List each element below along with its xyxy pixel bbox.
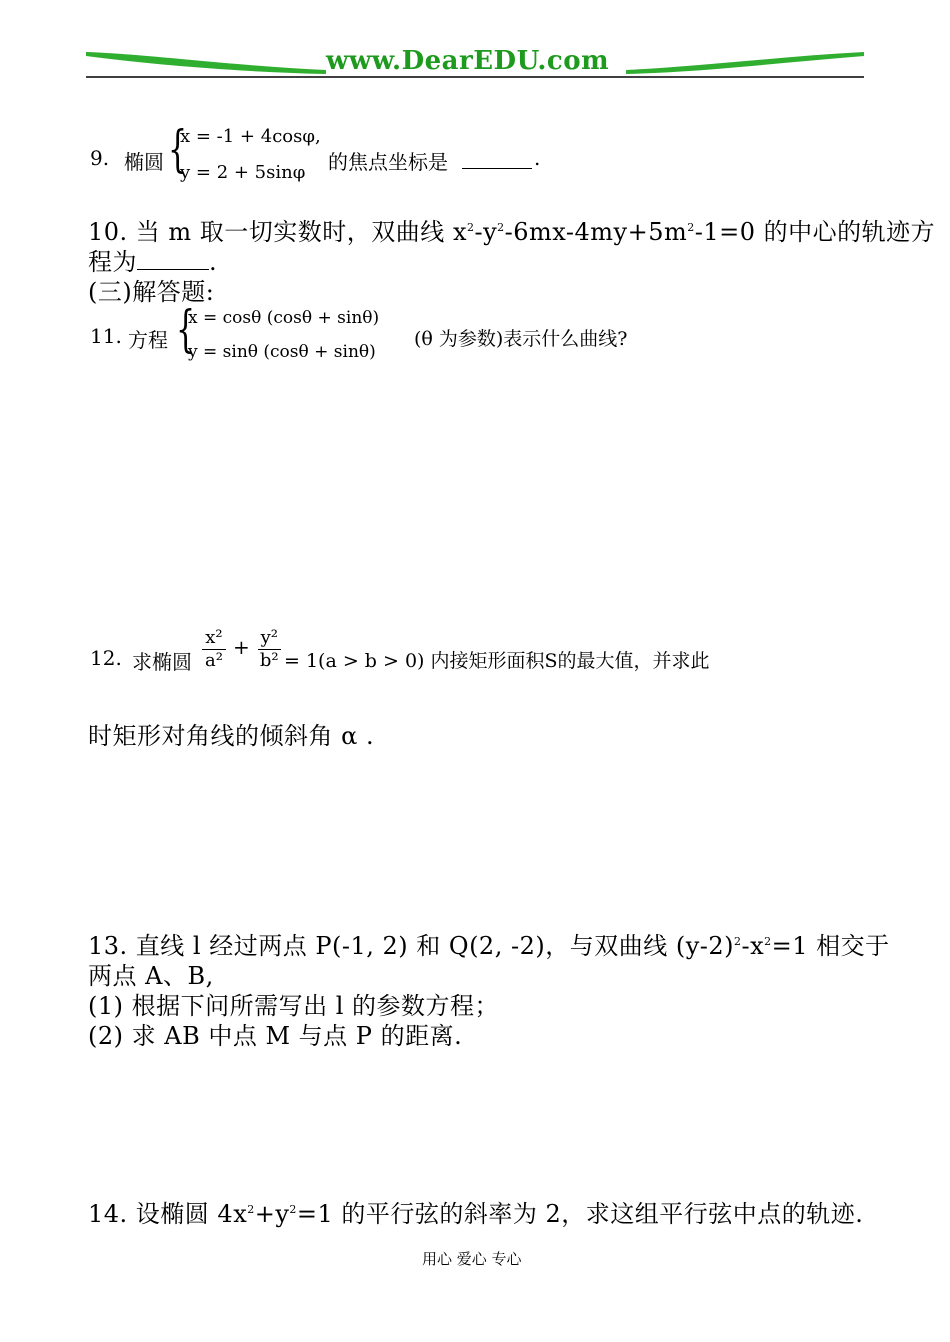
q10-line2-b: . [209,248,218,276]
q12-frac2-num: y² [258,628,281,650]
q10-line1-a: 10. 当 m 取一切实数时，双曲线 x [88,218,467,246]
q11-line2: y = sinθ (cosθ + sinθ) [188,342,376,362]
q12-frac1-den: a² [205,649,223,671]
q10-line1-c: -6mx-4my+5m [504,218,688,246]
header-banner [86,44,864,80]
q11-lead: 方程 [128,328,168,352]
q10-sup1: 2 [466,221,475,234]
question-14 [88,1194,863,1229]
q10-answer-blank[interactable] [137,249,209,270]
q9-answer-blank[interactable] [462,150,532,169]
q9-line1: x = -1 + 4cosφ, [180,126,321,147]
q14-line-a: 14. 设椭圆 4x [88,1200,248,1228]
q12-tail: = 1(a > b > 0) 内接矩形面积S的最大值，并求此 [284,650,710,672]
q9-lead: 椭圆 [124,150,164,174]
q10-sup2: 2 [497,221,505,234]
page-footer: 用心 爱心 专心 [422,1250,522,1268]
q12-lead: 求椭圆 [132,650,192,674]
q12-fraction-x [202,628,226,671]
q9-tail: 的焦点坐标是 [328,150,448,174]
q12-line2: 时矩形对角线的倾斜角 α . [88,722,375,750]
q13-line1-c: =1 相交于 [771,932,890,960]
q11-number: 11. [90,324,122,348]
q11-line1: x = cosθ (cosθ + sinθ) [188,308,380,328]
q12-plus: + [233,634,250,659]
question-12 [88,628,848,690]
q13-line4: (2) 求 AB 中点 M 与点 P 的距离. [88,1022,463,1050]
q9-line2: y = 2 + 5sinφ [180,162,306,183]
site-logo[interactable]: www.DearEDU.com [326,46,610,76]
q12-frac1-num: x² [202,628,225,650]
left-swoosh [86,52,326,74]
q13-line1-a: 13. 直线 l 经过两点 P(-1, 2) 和 Q(2, -2)，与双曲线 (y-2) [88,932,734,960]
q13-line2: 两点 A、B, [88,962,214,990]
q11-tail: (θ 为参数)表示什么曲线? [414,328,628,350]
q14-line-b: +y [254,1200,290,1228]
section-heading: (三)解答题: [88,278,215,306]
q12-fraction-y [257,628,282,671]
q13-line3: (1) 根据下问所需写出 l 的参数方程； [88,992,500,1020]
q12-number: 12. [90,646,122,670]
q14-sup2: 2 [289,1203,297,1216]
q9-number: 9. [90,146,110,170]
q13-sup1: 2 [734,935,742,948]
q10-line1-b: -y [474,218,498,246]
right-swoosh [626,52,864,74]
q14-sup1: 2 [247,1203,255,1216]
question-9 [88,118,788,198]
q10-line1-d: -1=0 的中心的轨迹方 [694,218,936,246]
q12-formula [200,628,284,671]
q13-sup2: 2 [764,935,772,948]
q10-line2-a: 程为 [88,248,137,276]
q13-line1-b: -x [741,932,765,960]
q11-brace: { [176,300,196,358]
q9-brace: { [168,120,188,178]
question-11 [88,300,788,376]
q9-end: . [534,146,541,170]
q14-line-c: =1 的平行弦的斜率为 2，求这组平行弦中点的轨迹. [296,1200,864,1228]
q10-sup3: 2 [687,221,695,234]
q12-frac2-den: b² [259,649,279,671]
